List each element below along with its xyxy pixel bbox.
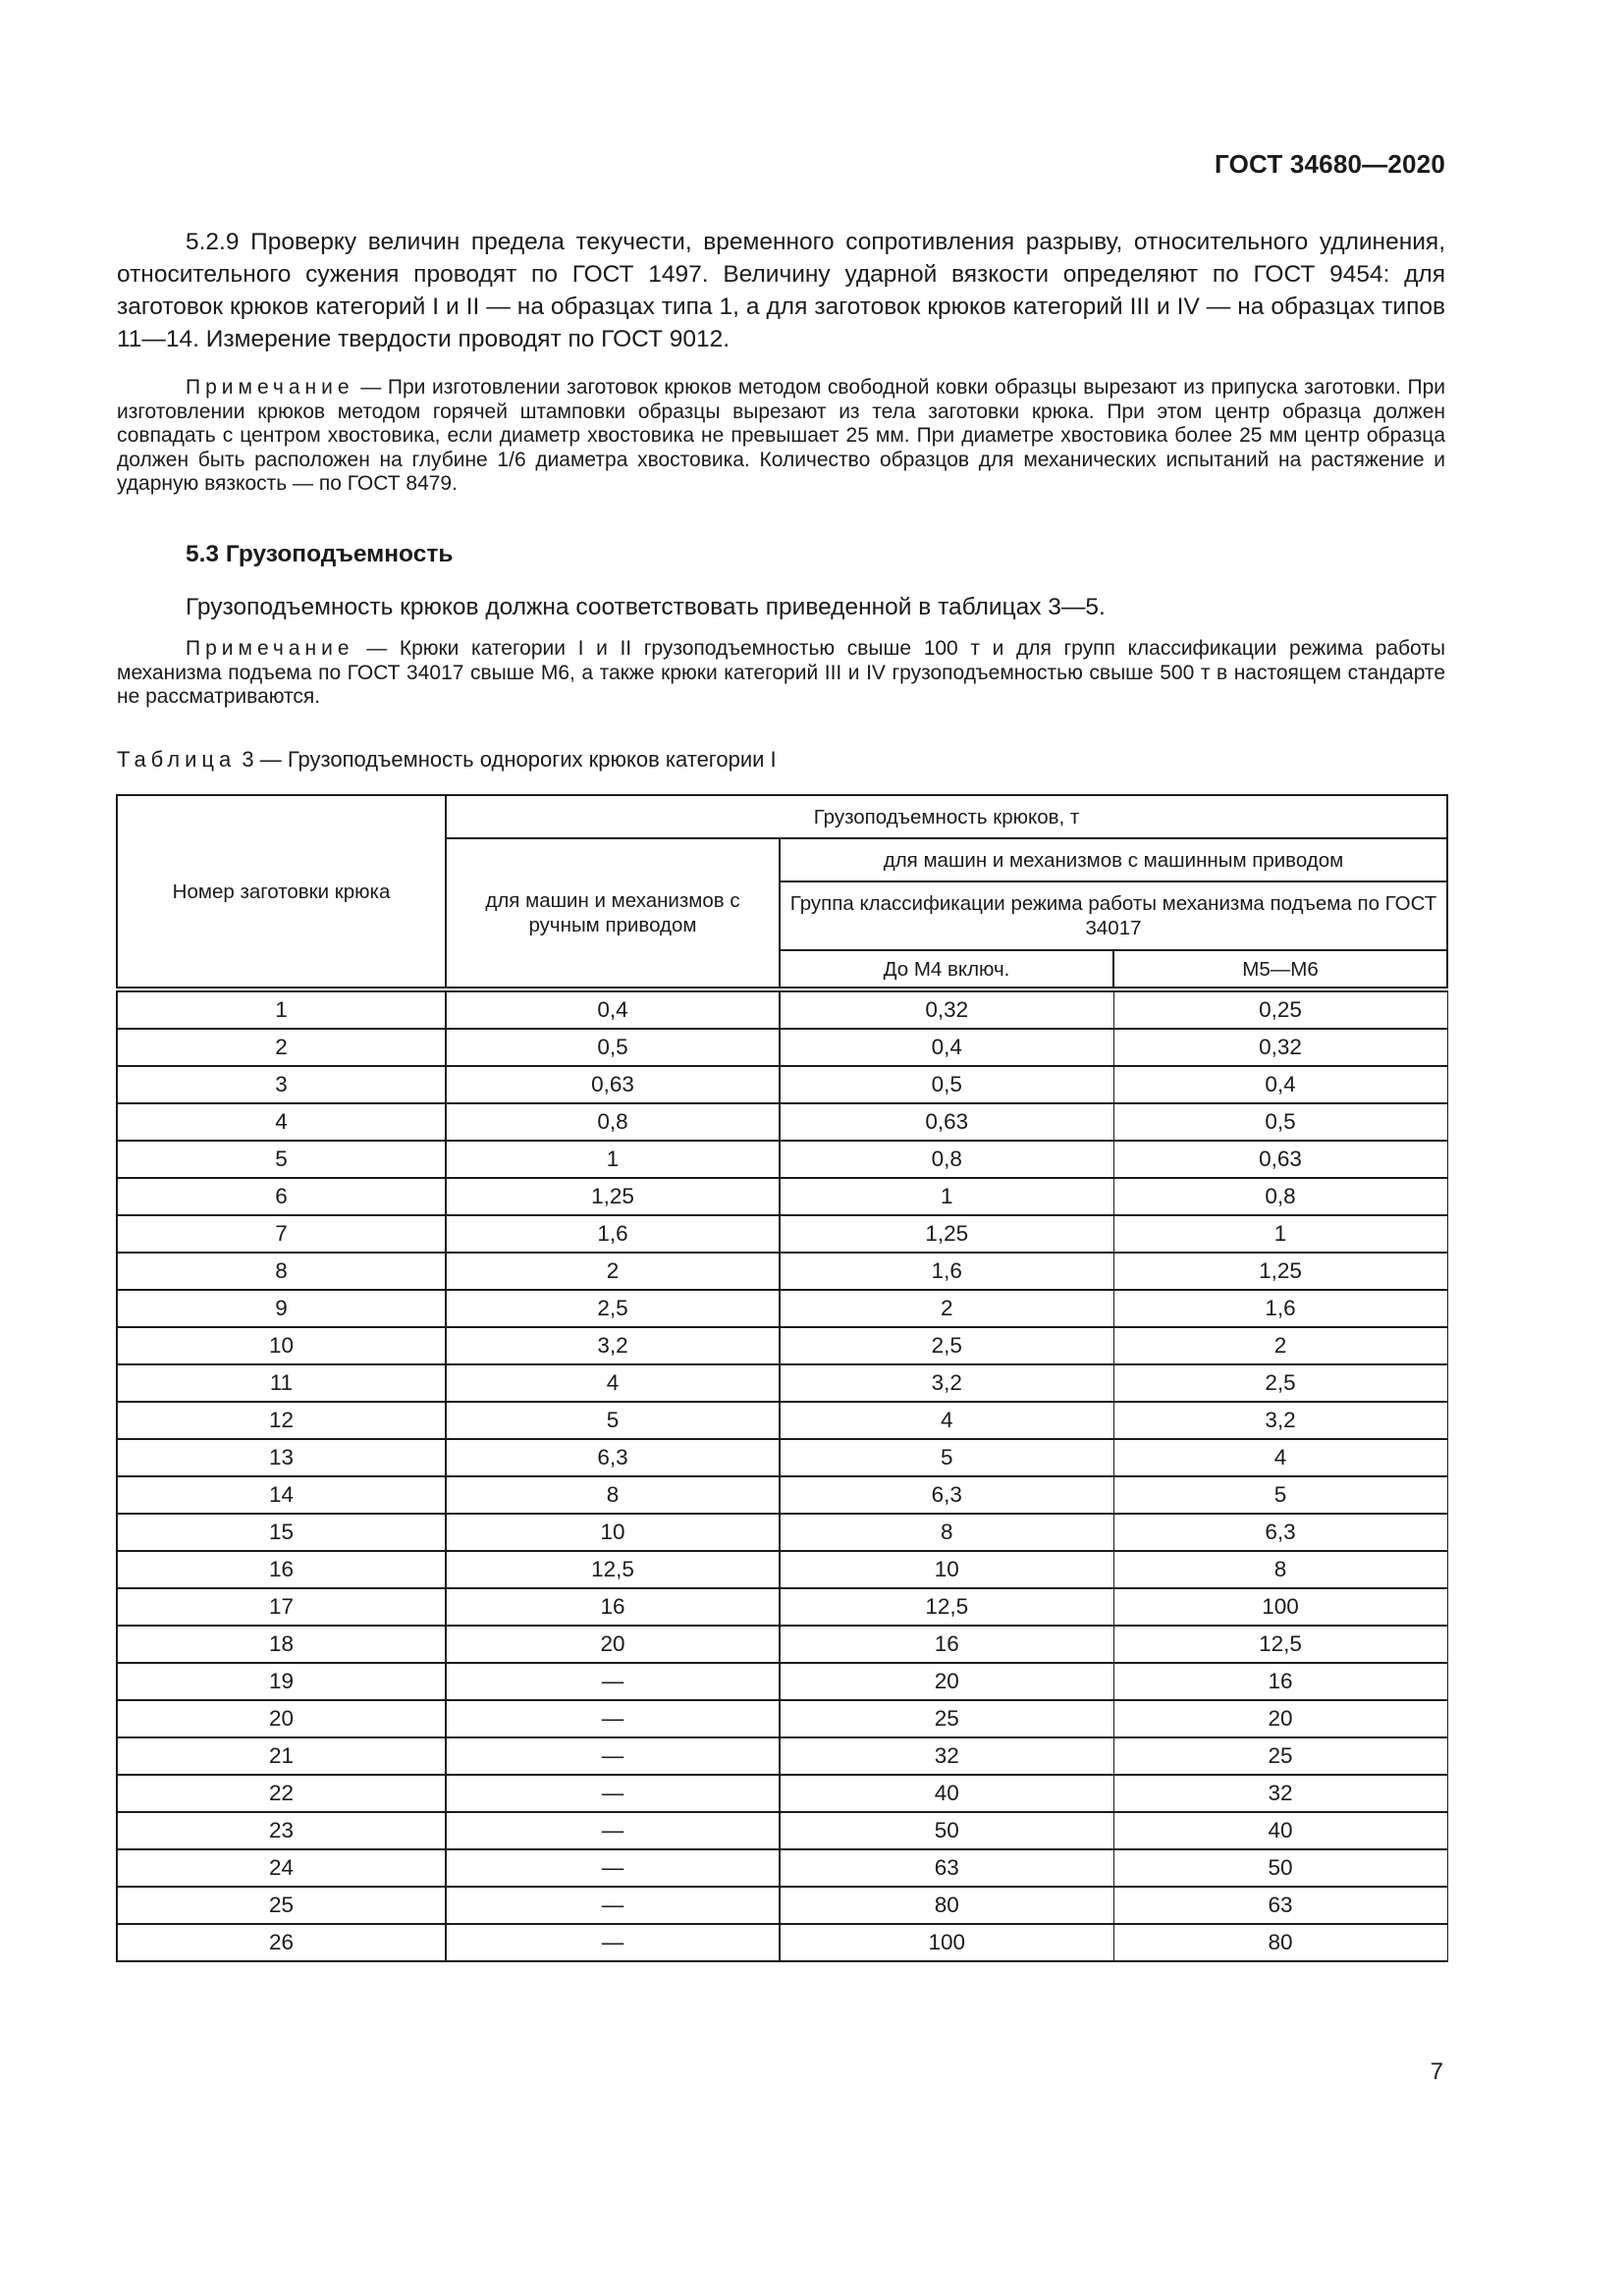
cell-m4: 0,4 — [780, 1029, 1113, 1066]
cell-m5m6: 0,25 — [1113, 989, 1447, 1029]
cell-m4: 63 — [780, 1849, 1113, 1887]
cell-blank-number: 4 — [117, 1103, 446, 1141]
cell-m4: 2 — [780, 1290, 1113, 1327]
page-number: 7 — [1430, 2058, 1443, 2085]
cell-blank-number: 10 — [117, 1327, 446, 1364]
cell-manual: — — [446, 1775, 780, 1812]
cell-blank-number: 12 — [117, 1402, 446, 1439]
cell-m4: 80 — [780, 1887, 1113, 1924]
table-row — [117, 1327, 1447, 1364]
cell-manual: 1,6 — [446, 1215, 780, 1253]
cell-m5m6: 0,63 — [1113, 1141, 1447, 1178]
cell-manual: 12,5 — [446, 1551, 780, 1588]
clause-5-2-9: 5.2.9 Проверку величин предела текучести, временного сопротивления разрыву, относительного удлинения, относительного сужения проводят по ГОСТ 1497. Величину ударной вязкости определяют по ГОСТ 9454: для заготовок крюков категорий I и II — на образцах типа 1, а для заготовок крюков категорий III и IV — на образцах типов 11—14. Измерение твердости проводят по ГОСТ 9012. — [117, 229, 1445, 352]
cell-blank-number: 22 — [117, 1775, 446, 1812]
cell-m4: 16 — [780, 1626, 1113, 1663]
cell-m5m6: 63 — [1113, 1887, 1447, 1924]
cell-manual: 3,2 — [446, 1327, 780, 1364]
header-group: Группа классификации режима работы механизма подъема по ГОСТ 34017 — [780, 881, 1447, 950]
cell-manual: — — [446, 1887, 780, 1924]
cell-m4: 40 — [780, 1775, 1113, 1812]
table-row — [117, 1290, 1447, 1327]
cell-m4: 1 — [780, 1178, 1113, 1215]
cell-m5m6: 1,6 — [1113, 1290, 1447, 1327]
table-row — [117, 1924, 1447, 1961]
cell-blank-number: 16 — [117, 1551, 446, 1588]
cell-manual: 8 — [446, 1476, 780, 1514]
cell-blank-number: 3 — [117, 1066, 446, 1103]
note-2 — [117, 637, 1445, 710]
cell-blank-number: 17 — [117, 1588, 446, 1626]
table-row — [117, 989, 1447, 1029]
header-m5m6: М5—М6 — [1113, 950, 1447, 989]
table-row — [117, 1849, 1447, 1887]
cell-blank-number: 11 — [117, 1364, 446, 1402]
cell-m4: 10 — [780, 1551, 1113, 1588]
cell-m4: 1,25 — [780, 1215, 1113, 1253]
cell-m5m6: 0,4 — [1113, 1066, 1447, 1103]
note-text: — При изготовлении заготовок крюков методом свободной ковки образцы вырезают из припуска заготовки. При изготовлении крюков методом горячей штамповки образцы вырезают из тела заготовки крюка. При этом центр образца должен совпадать с центром хвостовика, если диаметр хвостовика не превышает 25 мм. При диаметре хвостовика более 25 мм центр образца должен быть расположен на глубине 1/6 диаметра хвостовика. Количество образцов для механических испытаний на растяжение и ударную вязкость — по ГОСТ 8479. — [117, 376, 1445, 495]
table-row — [117, 1029, 1447, 1066]
cell-blank-number: 24 — [117, 1849, 446, 1887]
table-row — [117, 1103, 1447, 1141]
cell-m5m6: 8 — [1113, 1551, 1447, 1588]
cell-manual: 16 — [446, 1588, 780, 1626]
cell-blank-number: 26 — [117, 1924, 446, 1961]
header-capacity: Грузоподъемность крюков, т — [446, 795, 1447, 838]
cell-m5m6: 3,2 — [1113, 1402, 1447, 1439]
cell-m5m6: 100 — [1113, 1588, 1447, 1626]
document-header: ГОСТ 34680—2020 — [1215, 149, 1445, 179]
table-caption — [117, 747, 1445, 773]
header-blank-number: Номер заготовки крюка — [117, 795, 446, 989]
cell-manual: — — [446, 1849, 780, 1887]
cell-m5m6: 1,25 — [1113, 1253, 1447, 1290]
note-1 — [117, 376, 1445, 497]
table-row — [117, 1215, 1447, 1253]
cell-m4: 5 — [780, 1439, 1113, 1476]
table-row — [117, 1253, 1447, 1290]
capacity-table — [116, 794, 1446, 1962]
header-manual: для машин и механизмов с ручным приводом — [446, 838, 780, 989]
table-row — [117, 1514, 1447, 1551]
cell-blank-number: 15 — [117, 1514, 446, 1551]
cell-m4: 0,63 — [780, 1103, 1113, 1141]
cell-m4: 8 — [780, 1514, 1113, 1551]
cell-m5m6: 20 — [1113, 1700, 1447, 1737]
table-row — [117, 1178, 1447, 1215]
cell-m5m6: 32 — [1113, 1775, 1447, 1812]
cell-blank-number: 19 — [117, 1663, 446, 1700]
table-row — [117, 1887, 1447, 1924]
cell-m5m6: 5 — [1113, 1476, 1447, 1514]
cell-manual: 0,4 — [446, 989, 780, 1029]
section-5-3-text: Грузоподъемность крюков должна соответствовать приведенной в таблицах 3—5. — [186, 594, 1106, 620]
cell-manual: 0,8 — [446, 1103, 780, 1141]
note-label: Примечание — [186, 637, 354, 660]
cell-m5m6: 2,5 — [1113, 1364, 1447, 1402]
cell-manual: — — [446, 1700, 780, 1737]
cell-blank-number: 13 — [117, 1439, 446, 1476]
cell-manual: 2 — [446, 1253, 780, 1290]
cell-m5m6: 0,32 — [1113, 1029, 1447, 1066]
cell-m4: 2,5 — [780, 1327, 1113, 1364]
cell-manual: 5 — [446, 1402, 780, 1439]
cell-manual: 0,63 — [446, 1066, 780, 1103]
cell-blank-number: 20 — [117, 1700, 446, 1737]
cell-blank-number: 2 — [117, 1029, 446, 1066]
cell-m4: 20 — [780, 1663, 1113, 1700]
cell-m5m6: 12,5 — [1113, 1626, 1447, 1663]
cell-m5m6: 6,3 — [1113, 1514, 1447, 1551]
cell-manual: 10 — [446, 1514, 780, 1551]
cell-manual: 4 — [446, 1364, 780, 1402]
cell-manual: 1 — [446, 1141, 780, 1178]
cell-m5m6: 25 — [1113, 1737, 1447, 1775]
cell-blank-number: 8 — [117, 1253, 446, 1290]
table-row — [117, 1588, 1447, 1626]
cell-m5m6: 16 — [1113, 1663, 1447, 1700]
table-row — [117, 1812, 1447, 1849]
cell-m4: 0,5 — [780, 1066, 1113, 1103]
cell-blank-number: 21 — [117, 1737, 446, 1775]
cell-m4: 12,5 — [780, 1588, 1113, 1626]
cell-m4: 0,8 — [780, 1141, 1113, 1178]
cell-manual: 1,25 — [446, 1178, 780, 1215]
cell-manual: — — [446, 1812, 780, 1849]
table-caption-label: Таблица — [117, 747, 237, 772]
cell-m5m6: 2 — [1113, 1327, 1447, 1364]
cell-m4: 6,3 — [780, 1476, 1113, 1514]
table-row — [117, 1402, 1447, 1439]
table-row — [117, 1551, 1447, 1588]
cell-m5m6: 50 — [1113, 1849, 1447, 1887]
cell-m4: 50 — [780, 1812, 1113, 1849]
cell-blank-number: 14 — [117, 1476, 446, 1514]
cell-m5m6: 0,5 — [1113, 1103, 1447, 1141]
cell-blank-number: 7 — [117, 1215, 446, 1253]
cell-m5m6: 1 — [1113, 1215, 1447, 1253]
cell-manual: 20 — [446, 1626, 780, 1663]
table-row — [117, 1439, 1447, 1476]
note-text: — Крюки категории I и II грузоподъемностью свыше 100 т и для групп классификации режима работы механизма подъема по ГОСТ 34017 свыше М6, а также крюки категорий III и IV грузоподъемностью свыше 500 т в настоящем стандарте не рассматриваются. — [117, 637, 1445, 708]
cell-m5m6: 40 — [1113, 1812, 1447, 1849]
note-label: Примечание — [186, 376, 354, 399]
table-row — [117, 1476, 1447, 1514]
cell-m4: 0,32 — [780, 989, 1113, 1029]
table-row — [117, 1066, 1447, 1103]
table-row — [117, 1737, 1447, 1775]
header-powered: для машин и механизмов с машинным приводом — [780, 838, 1447, 881]
cell-m4: 32 — [780, 1737, 1113, 1775]
cell-blank-number: 18 — [117, 1626, 446, 1663]
cell-m4: 4 — [780, 1402, 1113, 1439]
table-row — [117, 1700, 1447, 1737]
cell-m4: 100 — [780, 1924, 1113, 1961]
cell-m4: 3,2 — [780, 1364, 1113, 1402]
cell-manual: — — [446, 1663, 780, 1700]
cell-m4: 25 — [780, 1700, 1113, 1737]
table-row — [117, 1626, 1447, 1663]
header-m4: До М4 включ. — [780, 950, 1113, 989]
cell-blank-number: 25 — [117, 1887, 446, 1924]
cell-m5m6: 4 — [1113, 1439, 1447, 1476]
section-title: 5.3 Грузоподъемность — [186, 541, 454, 567]
cell-manual: — — [446, 1924, 780, 1961]
cell-manual: 0,5 — [446, 1029, 780, 1066]
table-body — [117, 989, 1447, 1961]
table-row — [117, 1364, 1447, 1402]
cell-blank-number: 9 — [117, 1290, 446, 1327]
table-row — [117, 1775, 1447, 1812]
cell-blank-number: 6 — [117, 1178, 446, 1215]
table-row — [117, 1663, 1447, 1700]
cell-m4: 1,6 — [780, 1253, 1113, 1290]
cell-manual: 6,3 — [446, 1439, 780, 1476]
cell-m5m6: 80 — [1113, 1924, 1447, 1961]
cell-blank-number: 5 — [117, 1141, 446, 1178]
cell-blank-number: 23 — [117, 1812, 446, 1849]
cell-blank-number: 1 — [117, 989, 446, 1029]
table-caption-text: 3 — Грузоподъемность однорогих крюков категории I — [236, 747, 777, 772]
cell-manual: 2,5 — [446, 1290, 780, 1327]
table-row — [117, 1141, 1447, 1178]
cell-m5m6: 0,8 — [1113, 1178, 1447, 1215]
cell-manual: — — [446, 1737, 780, 1775]
